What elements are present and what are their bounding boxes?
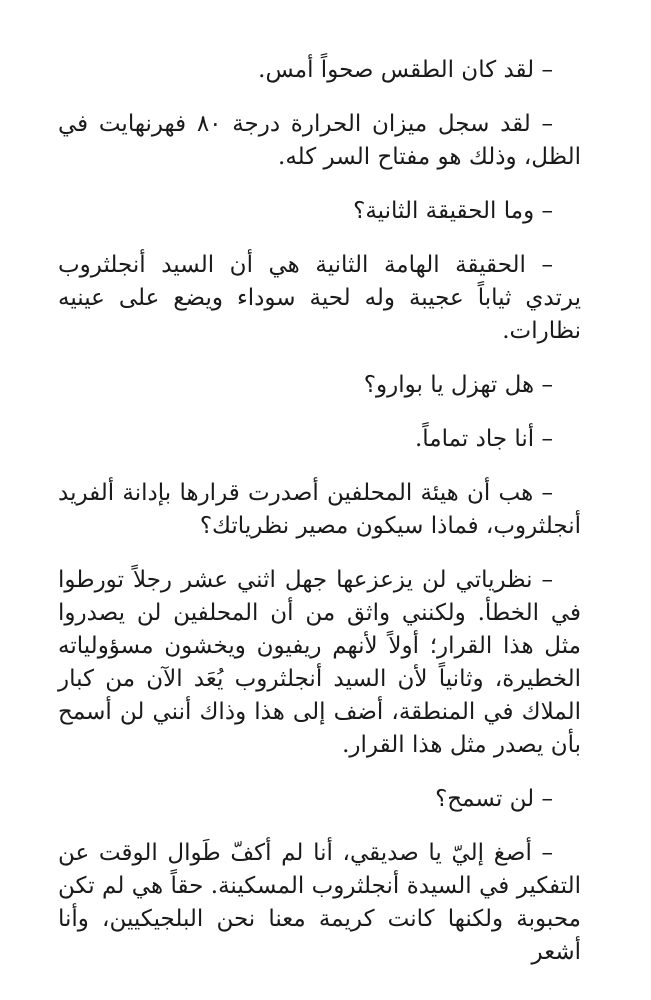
dialogue-paragraph: – هل تهزل يا بوارو؟ bbox=[363, 372, 553, 398]
dialogue-paragraph: – هب أن هيئة المحلفين أصدرت قرارها بإدانة ألفريد أنجلثروب، فماذا سيكون مصير نظرياتك؟ bbox=[58, 480, 581, 539]
dialogue-paragraph: – أصغ إليّ يا صديقي، أنا لم أكفّ طَوال الوقت عن التفكير في السيدة أنجلثروب المسكينة. حقاً هي لم تكن محبوبة ولكنها كانت كريمة معنا نحن البلجيكيين، وأنا أشعر bbox=[58, 840, 581, 965]
dialogue-paragraph: – وما الحقيقة الثانية؟ bbox=[353, 198, 553, 224]
dialogue-paragraph: – لقد كان الطقس صحواً أمس. bbox=[258, 57, 553, 83]
dialogue-paragraph: – لقد سجل ميزان الحرارة درجة ٨٠ فهرنهايت في الظل، وذلك هو مفتاح السر كله. bbox=[58, 111, 581, 170]
dialogue-paragraph: – لن تسمح؟ bbox=[435, 786, 553, 812]
dialogue-paragraph: – نظرياتي لن يزعزعها جهل اثني عشر رجلاً تورطوا في الخطأ. ولكنني واثق من أن المحلفين لن يصدروا مثل هذا القرار؛ أولاً لأنهم ريفيون ويخشون مسؤولياته الخطيرة، وثانياً لأن السيد أنجلثروب يُعَد الآن من كبار الملاك في المنطقة، أضف إلى هذا وذاك أنني لن أسمح بأن يصدر مثل هذا القرار. bbox=[58, 567, 581, 758]
dialogue-paragraph: – أنا جاد تماماً. bbox=[414, 426, 553, 452]
dialogue-paragraph: – الحقيقة الهامة الثانية هي أن السيد أنجلثروب يرتدي ثياباً عجيبة وله لحية سوداء ويضع على عينيه نظارات. bbox=[58, 252, 581, 344]
